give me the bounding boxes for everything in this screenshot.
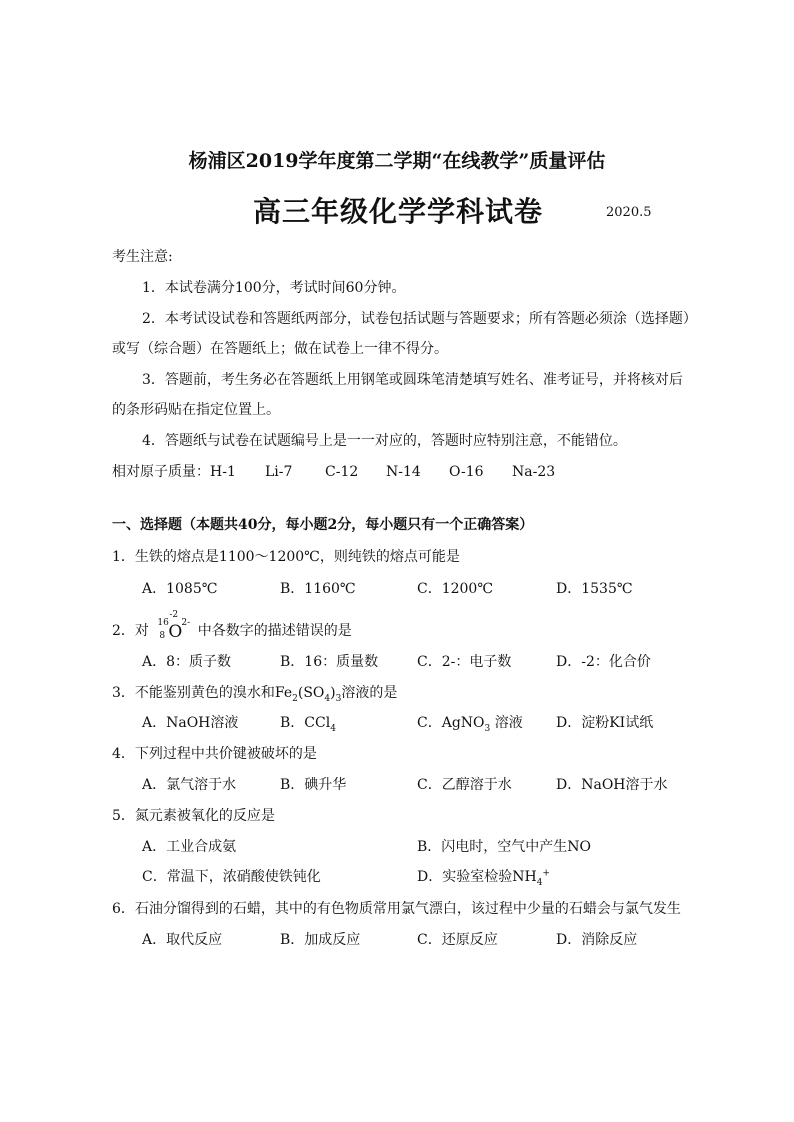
question-3-stem-prefix: 3．不能鉴别黄色的溴水和Fe bbox=[112, 685, 293, 701]
question-3-option-a: A．NaOH溶液 bbox=[142, 715, 239, 731]
atomic-mass-h: H-1 bbox=[210, 464, 236, 480]
question-2-stem-suffix: 中各数字的描述错误的是 bbox=[193, 623, 352, 639]
question-5-option-c: C．常温下，浓硝酸使铁钝化 bbox=[142, 869, 321, 885]
element-symbol: O bbox=[168, 622, 183, 642]
question-4-option-c: C．乙醇溶于水 bbox=[417, 777, 512, 793]
atomic-mass-na: Na-23 bbox=[512, 464, 556, 480]
atomic-mass-o: O-16 bbox=[449, 464, 484, 480]
question-5-option-a: A．工业合成氨 bbox=[142, 839, 237, 855]
question-2-option-d: D．-2：化合价 bbox=[556, 654, 651, 670]
formula-part: (SO bbox=[297, 685, 325, 701]
notice-item-2: 2．本考试设试卷和答题纸两部分，试卷包括试题与答题要求；所有答题必须涂（选择题） bbox=[142, 311, 697, 327]
question-5-option-d bbox=[417, 868, 550, 886]
question-5-option-b: B．闪电时，空气中产生NO bbox=[417, 839, 592, 855]
option-text: D．实验室检验NH bbox=[417, 869, 537, 885]
ion-charge: 2- bbox=[181, 618, 191, 628]
question-2-stem bbox=[112, 610, 352, 642]
question-4-stem: 4．下列过程中共价键被破坏的是 bbox=[112, 746, 317, 762]
valence: -2 bbox=[169, 610, 179, 620]
question-6-stem: 6．石油分馏得到的石蜡，其中的有色物质常用氯气漂白，该过程中少量的石蜡会与氯气发生 bbox=[112, 901, 681, 917]
question-1-option-d: D．1535℃ bbox=[556, 581, 633, 597]
question-4-option-b: B．碘升华 bbox=[280, 777, 347, 793]
atomic-mass-n: N-14 bbox=[386, 464, 421, 480]
exam-title: 杨浦区2019学年度第二学期“在线教学”质量评估 bbox=[188, 150, 606, 172]
notice-heading: 考生注意: bbox=[112, 249, 173, 265]
notice-item-2-cont: 或写（综合题）在答题纸上；做在试卷上一律不得分。 bbox=[112, 341, 448, 357]
question-4-option-a: A．氯气溶于水 bbox=[142, 777, 237, 793]
option-text: 溶液 bbox=[490, 715, 523, 731]
nuclide-symbol bbox=[153, 610, 193, 642]
question-2-option-b: B．16：质量数 bbox=[280, 654, 379, 670]
notice-item-1: 1．本试卷满分100分，考试时间60分钟。 bbox=[142, 280, 406, 296]
exam-date: 2020.5 bbox=[606, 205, 652, 220]
question-6-option-d: D．消除反应 bbox=[556, 932, 638, 948]
question-6-option-c: C．还原反应 bbox=[417, 932, 498, 948]
question-3-option-d: D．淀粉KI试纸 bbox=[556, 715, 654, 731]
subscript: 2 bbox=[292, 693, 298, 704]
notice-item-3: 3．答题前，考生务必在答题纸上用钢笔或圆珠笔清楚填写姓名、准考证号，并将核对后 bbox=[142, 372, 683, 388]
question-6-option-a: A．取代反应 bbox=[142, 932, 223, 948]
subscript: 3 bbox=[335, 693, 342, 704]
atomic-mass-li: Li-7 bbox=[265, 464, 293, 480]
option-text: C．AgNO bbox=[417, 715, 485, 731]
question-3-option-b bbox=[280, 714, 336, 732]
question-1-option-c: C．1200℃ bbox=[417, 581, 494, 597]
section-heading: 一、选择题（本题共40分，每小题2分，每小题只有一个正确答案） bbox=[112, 517, 534, 533]
exam-subtitle: 高三年级化学学科试卷 bbox=[253, 195, 544, 228]
question-1-option-b: B．1160℃ bbox=[280, 581, 356, 597]
question-3-stem-suffix: 溶液的是 bbox=[341, 685, 398, 701]
option-text: B．CCl bbox=[280, 715, 331, 731]
subscript: 4 bbox=[330, 723, 336, 734]
atomic-mass-label: 相对原子质量： bbox=[112, 464, 210, 480]
notice-item-4: 4．答题纸与试卷在试题编号上是一一对应的，答题时应特别注意，不能错位。 bbox=[142, 433, 627, 449]
mass-number: 16 bbox=[157, 618, 169, 628]
question-4-option-d: D．NaOH溶于水 bbox=[556, 777, 668, 793]
question-6-option-b: B．加成反应 bbox=[280, 932, 361, 948]
superscript: + bbox=[542, 868, 550, 879]
question-5-stem: 5．氮元素被氧化的反应是 bbox=[112, 808, 275, 824]
subscript: 4 bbox=[536, 877, 543, 888]
subscript: 4 bbox=[324, 693, 331, 704]
question-3-option-c bbox=[417, 714, 523, 732]
question-2-option-a: A．8：质子数 bbox=[142, 654, 232, 670]
question-1-stem: 1．生铁的熔点是1100～1200℃，则纯铁的熔点可能是 bbox=[112, 549, 460, 565]
notice-item-3-cont: 的条形码贴在指定位置上。 bbox=[112, 402, 280, 418]
atomic-number: 8 bbox=[159, 631, 166, 641]
question-3-stem bbox=[112, 684, 397, 702]
question-2-stem-prefix: 2．对 bbox=[112, 623, 154, 639]
atomic-mass-c: C-12 bbox=[325, 464, 359, 480]
question-1-option-a: A．1085℃ bbox=[142, 581, 218, 597]
formula-part: ) bbox=[330, 685, 336, 701]
subscript: 3 bbox=[484, 723, 491, 734]
question-2-option-c: C．2-：电子数 bbox=[417, 654, 512, 670]
